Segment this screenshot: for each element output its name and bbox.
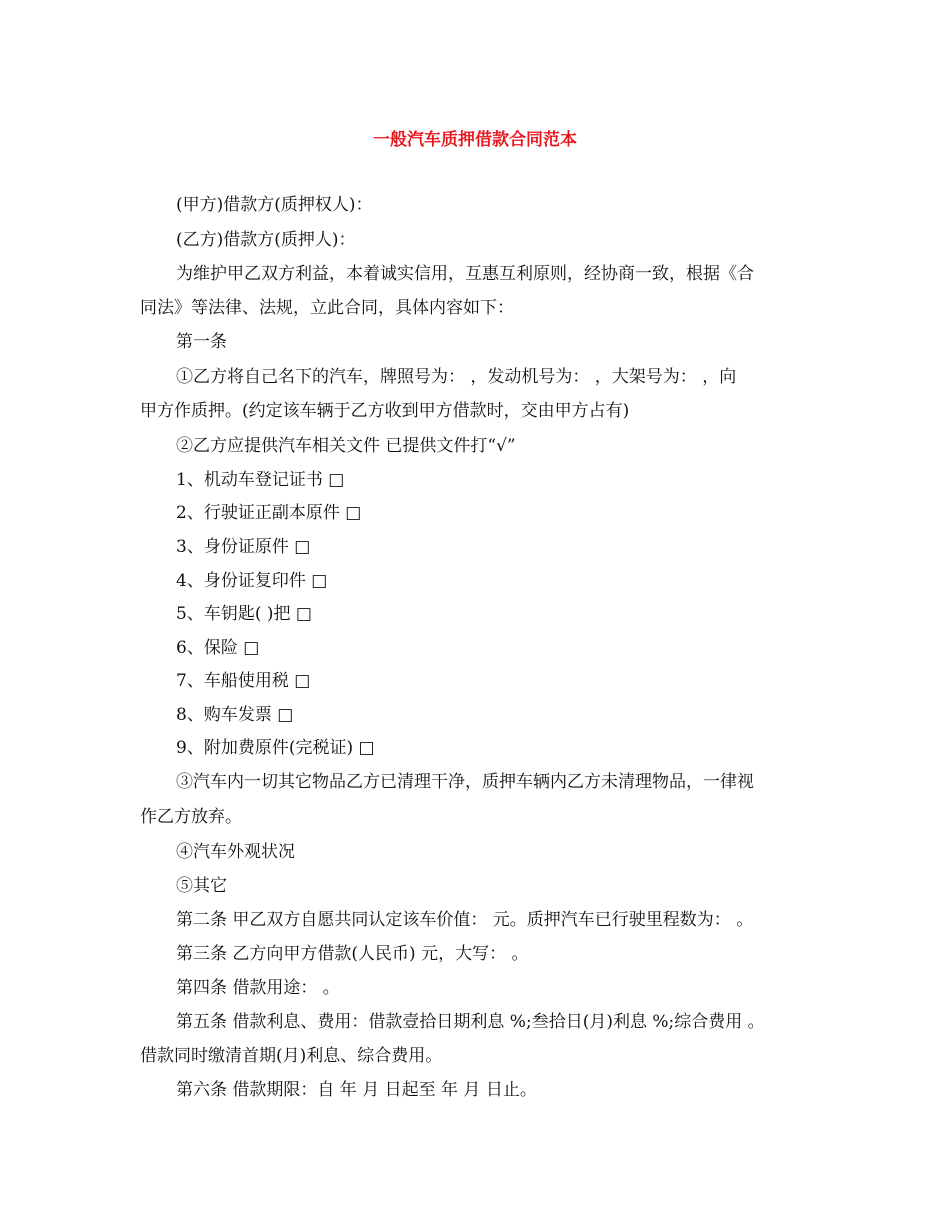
article-5-line-1: 第五条 借款利息、费用：借款壹拾日期利息 %;叁拾日(月)利息 %;综合费用 。 [176,1012,765,1032]
article-4-line: 第四条 借款用途： 。 [176,978,340,998]
clause-1-line-2: 甲方作质押。(约定该车辆于乙方收到甲方借款时，交由甲方占有) [140,401,630,421]
clause-1-line-1: ①乙方将自己名下的汽车，牌照号为： ，发动机号为： ，大架号为： ，向 [176,367,737,387]
document-item-4: 4、身份证复印件 □ [176,571,328,591]
clause-5-line: ⑤其它 [176,876,227,896]
document-item-1: 1、机动车登记证书 □ [176,470,345,490]
article-1-heading: 第一条 [176,332,227,352]
document-item-7: 7、车船使用税 □ [176,671,311,691]
document-item-2: 2、行驶证正副本原件 □ [176,503,362,523]
party-b-line: (乙方)借款方(质押人)： [176,230,356,250]
document-item-8: 8、购车发票 □ [176,705,294,725]
clause-3-line-1: ③汽车内一切其它物品乙方已清理干净，质押车辆内乙方未清理物品，一律视 [176,772,754,792]
document-item-6: 6、保险 □ [176,638,260,658]
clause-3-line-2: 作乙方放弃。 [140,807,242,827]
document-title: 一般汽车质押借款合同范本 [373,130,577,150]
article-2-line: 第二条 甲乙双方自愿共同认定该车价值： 元。质押汽车已行驶里程数为： 。 [176,910,754,930]
preamble-line-1: 为维护甲乙双方利益，本着诚实信用，互惠互利原则，经协商一致，根据《合 [176,264,754,284]
article-3-line: 第三条 乙方向甲方借款(人民币) 元，大写： 。 [176,944,529,964]
article-6-line: 第六条 借款期限：自 年 月 日起至 年 月 日止。 [176,1080,537,1100]
article-5-line-2: 借款同时缴清首期(月)利息、综合费用。 [140,1046,443,1066]
document-item-9: 9、附加费原件(完税证) □ [176,738,375,758]
preamble-line-2: 同法》等法律、法规，立此合同，具体内容如下： [140,298,514,318]
document-item-5: 5、车钥匙( )把 □ [176,604,312,624]
clause-4-line: ④汽车外观状况 [176,842,295,862]
party-a-line: (甲方)借款方(质押权人)： [176,195,373,215]
document-item-3: 3、身份证原件 □ [176,537,311,557]
clause-2-heading: ②乙方应提供汽车相关文件 已提供文件打“√” [176,436,516,456]
